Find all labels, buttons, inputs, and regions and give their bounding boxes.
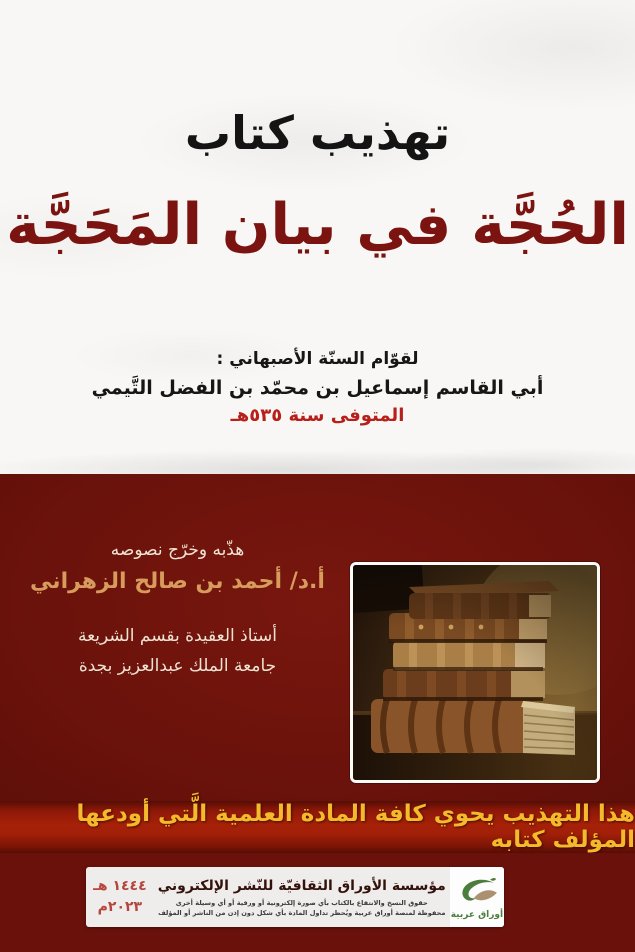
publisher-card bbox=[86, 867, 504, 927]
original-author-name: أبي القاسم إسماعيل بن محمّد بن الفضل التَّيمي bbox=[91, 377, 544, 399]
footer-section bbox=[0, 853, 635, 952]
editor-name: أ.د/ أحمد بن صالح الزهراني bbox=[30, 569, 325, 594]
publisher-name: مؤسسة الأوراق الثقافيّة للنّشر الإلكتروني bbox=[157, 877, 446, 894]
editor-role-line2: جامعة الملك عبدالعزيز بجدة bbox=[78, 656, 277, 676]
year-gregorian: ٢٠٢٣م bbox=[97, 898, 143, 915]
year-hijri: ١٤٤٤ هـ bbox=[93, 877, 147, 894]
edited-by-label: هذّبه وخرّج نصوصه bbox=[110, 540, 245, 560]
author-death-date: المتوفى سنة ٥٣٥هـ bbox=[230, 405, 405, 426]
awraq-logo-icon bbox=[454, 875, 500, 909]
editor-role-line1: أستاذ العقيدة بقسم الشريعة bbox=[77, 626, 278, 646]
original-author-intro: لقوّام السنّة الأصبهاني : bbox=[216, 349, 419, 369]
publisher-logo bbox=[450, 867, 504, 927]
book-title: الحُجَّة في بيان المَحَجَّة bbox=[6, 192, 629, 258]
logo-wordmark: أوراق عربية bbox=[450, 909, 504, 920]
books-illustration bbox=[353, 565, 597, 780]
publisher-block bbox=[154, 867, 450, 927]
publication-dates bbox=[86, 867, 154, 927]
rights-line-2: محفوظة لمنصة أوراق عربية ويُحظر تداول المادة بأي شكل دون إذن من الناشر أو المؤلف bbox=[158, 909, 446, 918]
banner-strip bbox=[0, 801, 635, 853]
banner-text: هذا التهذيب يحوي كافة المادة العلمية الَّتي أودعها المؤلف كتابه bbox=[76, 801, 635, 853]
rights-line-1: حقوق النسخ والانتفاع بالكتاب بأي صورة إلكترونية أو ورقية أو أي وسيلة أخرى bbox=[175, 899, 428, 908]
old-books-photo bbox=[350, 562, 600, 783]
series-kicker: تهذيب كتاب bbox=[184, 106, 451, 160]
